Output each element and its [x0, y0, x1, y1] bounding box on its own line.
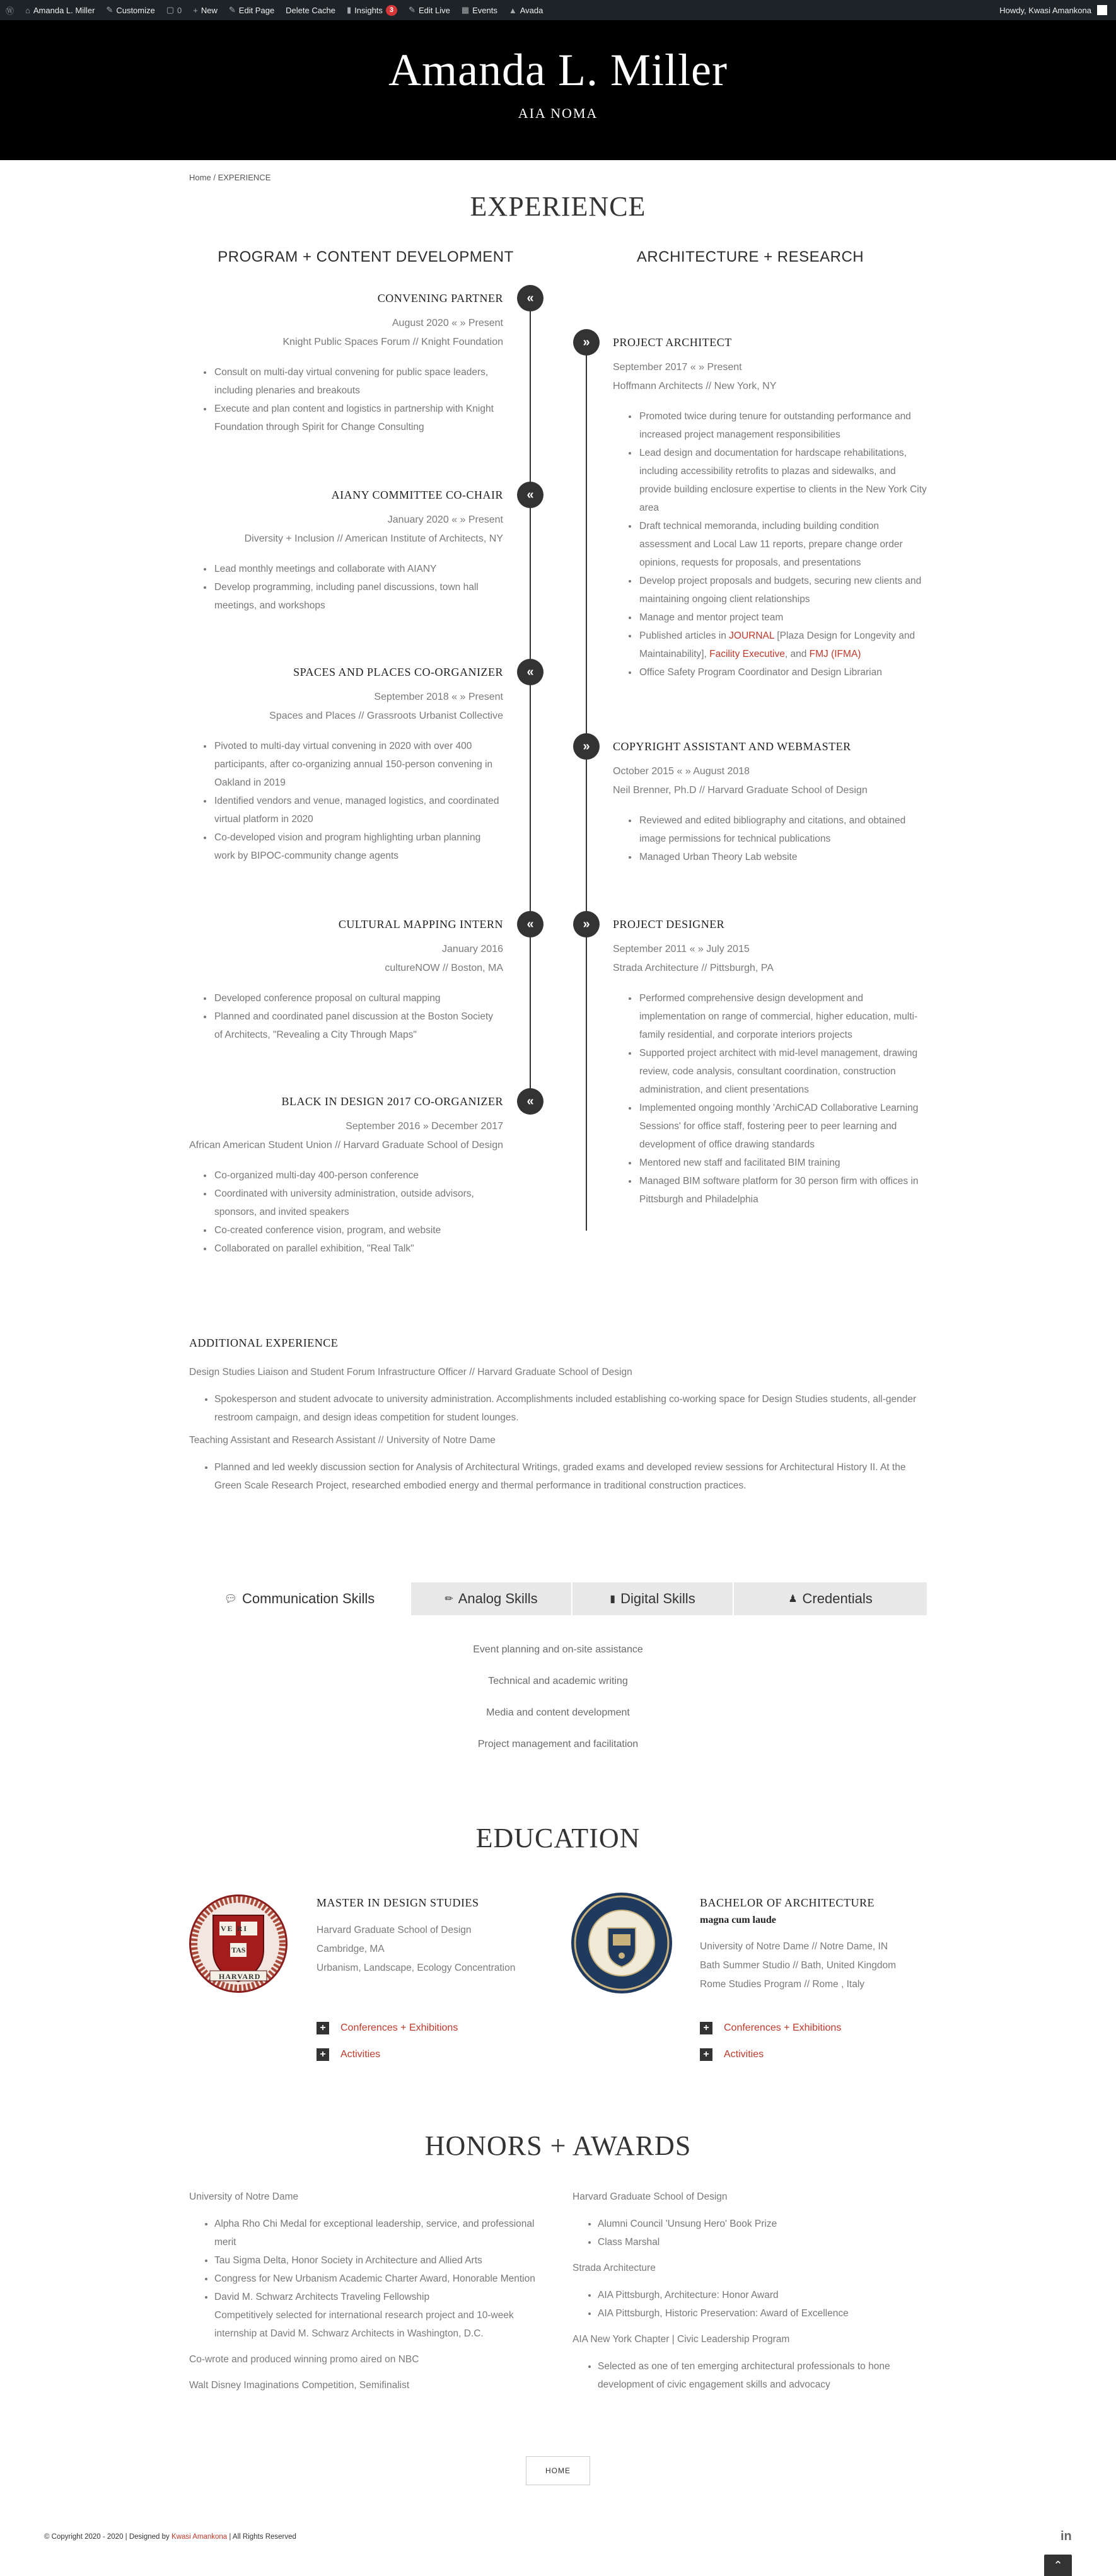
site-title: Amanda L. Miller — [388, 45, 728, 95]
chevrons-left-icon: « — [517, 1088, 543, 1115]
list-item — [638, 627, 928, 663]
notre-dame-crest-icon — [571, 1893, 672, 1993]
experience-entry-aiany-co-chair — [188, 485, 503, 615]
honors-heading: HONORS + AWARDS — [424, 2130, 692, 2161]
entry-bullets — [213, 989, 503, 1044]
edit-live-label: Edit Live — [418, 5, 450, 15]
list-item: • Class Marshal — [598, 2233, 932, 2251]
designer-link[interactable]: Kwasi Amankona — [171, 2533, 228, 2541]
entry-date: January 2020 « » Present — [387, 514, 503, 525]
plus-icon: + — [193, 5, 198, 15]
skill-item: Technical and academic writing — [488, 1676, 628, 1686]
chevrons-left-icon: « — [517, 659, 543, 685]
journal-link[interactable]: JOURNAL — [729, 630, 774, 641]
list-item: • Planned and coordinated panel discussion at the Boston Society of Architects, "Revealing a City Through Maps" — [213, 1007, 503, 1044]
entry-org: Diversity + Inclusion // American Institute of Architects, NY — [244, 533, 503, 544]
plus-icon: + — [317, 2048, 329, 2061]
list-item: • Congress for New Urbanism Academic Charter Award, Honorable Mention — [214, 2270, 549, 2288]
entry-title: PROJECT ARCHITECT — [613, 336, 732, 349]
degree-concentration: Urbanism, Landscape, Ecology Concentration — [317, 1963, 516, 1973]
list-item: • Identified vendors and venue, managed logistics, and coordinated virtual platform in 2020 — [213, 792, 503, 828]
right-timeline-line — [586, 342, 587, 1231]
howdy-label: Howdy, Kwasi Amankona — [999, 5, 1091, 15]
experience-entry-convening-partner — [188, 289, 503, 436]
breadcrumb — [189, 173, 270, 182]
user-icon: ♟︎ — [788, 1594, 798, 1604]
additional-item-bullets — [214, 1458, 927, 1495]
entry-bullets — [638, 407, 928, 682]
scroll-to-top-button[interactable] — [1044, 2555, 1072, 2576]
honors-list — [598, 2286, 932, 2323]
honors-left-column — [189, 2188, 549, 2394]
list-item: • Promoted twice during tenure for outstanding performance and increased project management responsibilities — [638, 407, 928, 444]
entry-title: CULTURAL MAPPING INTERN — [338, 918, 503, 931]
tab-label: Credentials — [802, 1591, 873, 1606]
list-item: • Alpha Rho Chi Medal for exceptional leadership, service, and professional merit — [214, 2215, 549, 2251]
entry-org: cultureNOW // Boston, MA — [385, 963, 503, 973]
honors-list — [214, 2215, 549, 2306]
skill-item: Media and content development — [486, 1707, 630, 1718]
accordion-label: Activities — [724, 2049, 764, 2060]
list-item: • Coordinated with university administration, outside advisors, sponsors, and invited speakers — [213, 1185, 503, 1221]
list-item: • Manage and mentor project team — [638, 608, 928, 627]
architecture-column-heading: ARCHITECTURE + RESEARCH — [636, 248, 864, 265]
pencil-icon: ✎ — [228, 5, 236, 15]
entry-org: Knight Public Spaces Forum // Knight Foundation — [282, 337, 503, 347]
customize-label: Customize — [116, 5, 155, 15]
tab-label: Analog Skills — [458, 1591, 538, 1606]
harvard-conferences-accordion[interactable] — [317, 2022, 458, 2034]
honors-school: Harvard Graduate School of Design — [573, 2191, 728, 2202]
seal-banner: HARVARD — [219, 1972, 261, 1981]
entry-bullets — [638, 811, 928, 866]
edit-live-link[interactable] — [403, 0, 456, 20]
comments-icon: 💬︎ — [224, 1594, 237, 1604]
entry-title: BLACK IN DESIGN 2017 CO-ORGANIZER — [281, 1095, 503, 1108]
tab-label: Digital Skills — [620, 1591, 695, 1606]
skill-item: Project management and facilitation — [477, 1739, 639, 1749]
degree-school: University of Notre Dame // Notre Dame, IN — [700, 1941, 888, 1952]
breadcrumb-separator: / — [213, 173, 216, 182]
experience-entry-project-architect — [613, 333, 928, 682]
degree-honor: magna cum laude — [700, 1915, 776, 1925]
notre-dame-conferences-accordion[interactable] — [700, 2022, 841, 2034]
accordion-label: Conferences + Exhibitions — [340, 2022, 458, 2033]
entry-date: September 2018 « » Present — [374, 692, 503, 702]
plus-icon: + — [317, 2022, 329, 2034]
customize-link[interactable] — [100, 0, 160, 20]
avada-logo-icon: ▲ — [508, 5, 517, 15]
list-item: • Collaborated on parallel exhibition, "Real Talk" — [213, 1239, 503, 1258]
harvard-activities-accordion[interactable] — [317, 2048, 380, 2061]
seal-text-tas: TAS — [231, 1946, 246, 1954]
honors-nbc: Co-wrote and produced winning promo aired on NBC — [189, 2354, 419, 2365]
list-item: • Execute and plan content and logistics in partnership with Knight Foundation through Spirit for Change Consulting — [213, 400, 503, 436]
honors-school: AIA New York Chapter | Civic Leadership Program — [573, 2334, 790, 2345]
list-item: • Managed Urban Theory Lab website — [638, 848, 928, 866]
honors-list — [598, 2215, 932, 2251]
insights-link[interactable] — [341, 0, 403, 20]
harvard-seal — [189, 1894, 288, 1993]
site-name-label: Amanda L. Miller — [33, 5, 95, 15]
harvard-degree — [317, 1896, 556, 1978]
new-link[interactable] — [187, 0, 223, 20]
entry-bullets — [213, 737, 503, 865]
plus-icon: + — [700, 2048, 712, 2061]
honors-disney: Walt Disney Imaginations Competition, Semifinalist — [189, 2380, 410, 2391]
skill-item: Event planning and on-site assistance — [473, 1644, 643, 1655]
entry-title: COPYRIGHT ASSISTANT AND WEBMASTER — [613, 740, 851, 753]
mobile-icon: ▮ — [610, 1594, 616, 1604]
degree-location: Cambridge, MA — [317, 1944, 385, 1954]
list-item: • Supported project architect with mid-level management, drawing review, code analysis, consultant coordination, construction administration, and client presentations — [638, 1044, 928, 1099]
entry-date: January 2016 — [442, 944, 503, 954]
entry-title: PROJECT DESIGNER — [613, 918, 725, 931]
admin-bar — [0, 0, 1116, 20]
entry-date: August 2020 « » Present — [392, 318, 503, 328]
list-item: • David M. Schwarz Architects Traveling Fellowship — [214, 2288, 549, 2306]
hero-header — [0, 20, 1116, 160]
experience-heading: EXPERIENCE — [470, 191, 646, 222]
tab-label: Communication Skills — [242, 1591, 375, 1606]
skills-tabs — [189, 1582, 927, 1615]
user-account-menu[interactable] — [994, 0, 1116, 20]
list-item: • Implemented ongoing monthly 'ArchiCAD Collaborative Learning Sessions' for office staff, fostering peer to peer learning and development of office drawing standards — [638, 1099, 928, 1154]
calendar-icon: ▦ — [461, 5, 470, 15]
notre-dame-seal — [571, 1893, 672, 1993]
entry-org: Neil Brenner, Ph.D // Harvard Graduate School of Design — [613, 785, 868, 796]
entry-date: October 2015 « » August 2018 — [613, 766, 750, 777]
wordpress-logo-icon[interactable]: Ⓦ — [6, 6, 15, 16]
entry-title: AIANY COMMITTEE CO-CHAIR — [331, 489, 503, 501]
accordion-label: Activities — [340, 2049, 381, 2060]
plus-icon: + — [700, 2022, 712, 2034]
list-item: • AIA Pittsburgh, Historic Preservation: Award of Excellence — [598, 2304, 932, 2323]
list-item: • Co-developed vision and program highlighting urban planning work by BIPOC-community change agents — [213, 828, 503, 865]
entry-date: September 2017 « » Present — [613, 362, 742, 373]
site-subtitle: AIA NOMA — [518, 105, 598, 121]
home-icon: ⌂ — [25, 5, 30, 15]
home-button[interactable]: HOME — [526, 2456, 590, 2485]
list-item: • Lead design and documentation for hardscape rehabilitations, including accessibility retrofits to plazas and sidewalks, and provide building enclosure expertise to clients in the New York City area — [638, 444, 928, 517]
entry-bullets — [213, 363, 503, 436]
additional-item-bullets — [214, 1390, 927, 1427]
additional-experience-heading: ADDITIONAL EXPERIENCE — [189, 1337, 339, 1349]
list-item: • Selected as one of ten emerging architectural professionals to hone development of civic engagement skills and advocacy — [598, 2357, 932, 2394]
experience-entry-cultural-mapping — [188, 915, 503, 1044]
bar-chart-icon: ▮ — [346, 5, 352, 15]
chevrons-right-icon: » — [573, 733, 600, 760]
additional-item-title: Teaching Assistant and Research Assistant // University of Notre Dame — [189, 1435, 496, 1446]
list-item: • Lead monthly meetings and collaborate with AIANY — [213, 560, 503, 578]
entry-date: September 2011 « » July 2015 — [613, 944, 750, 954]
comments-link[interactable] — [161, 0, 188, 20]
insights-badge: 3 — [386, 5, 397, 16]
delete-cache-label: Delete Cache — [286, 5, 335, 15]
insights-label: Insights — [354, 5, 383, 15]
entry-bullets — [638, 989, 928, 1209]
fellowship-note: Competitively selected for international research project and 10-week internship at David M. Schwarz Architects in Washington, D.C. — [214, 2310, 514, 2339]
seal-text-veri: VE RI — [221, 1924, 248, 1933]
chevron-up-icon: ⌃ — [1053, 2558, 1063, 2572]
chevrons-left-icon: « — [517, 285, 543, 311]
list-item: • AIA Pittsburgh, Architecture: Honor Award — [598, 2286, 932, 2304]
chevrons-left-icon: « — [517, 482, 543, 508]
experience-entry-project-designer — [613, 915, 928, 1209]
comments-count: 0 — [177, 5, 182, 15]
list-item: • Consult on multi-day virtual convening for public space leaders, including plenaries and breakouts — [213, 363, 503, 400]
list-item: • Develop project proposals and budgets, securing new clients and maintaining ongoing client relationships — [638, 572, 928, 608]
experience-entry-black-in-design — [188, 1092, 503, 1258]
experience-entry-spaces-and-places — [188, 663, 503, 865]
notre-dame-degree — [700, 1896, 939, 1994]
chevrons-left-icon: « — [517, 911, 543, 937]
degree-school: Harvard Graduate School of Design — [317, 1925, 472, 1935]
publication-text: Published articles in — [639, 630, 729, 641]
pencil-icon: ✏︎ — [445, 1594, 453, 1604]
entry-org: African American Student Union // Harvard Graduate School of Design — [189, 1140, 503, 1151]
honors-right-column — [573, 2188, 932, 2394]
breadcrumb-current: EXPERIENCE — [218, 173, 271, 182]
notre-dame-activities-accordion[interactable] — [700, 2048, 764, 2061]
list-item: • Draft technical memoranda, including building condition assessment and Local Law 11 reports, prepare change order opinions, requests for proposals, and presentations — [638, 517, 928, 572]
brush-icon: ✎ — [106, 5, 113, 15]
left-timeline-line — [530, 299, 531, 1112]
site-name-link[interactable] — [20, 0, 100, 20]
list-item: • Alumni Council 'Unsung Hero' Book Prize — [598, 2215, 932, 2233]
linkedin-icon[interactable]: in — [1061, 2529, 1072, 2543]
delete-cache-link[interactable] — [280, 0, 341, 20]
list-item: • Co-created conference vision, program, and website — [213, 1221, 503, 1239]
list-item: • Office Safety Program Coordinator and Design Librarian — [638, 663, 928, 682]
entry-org: Strada Architecture // Pittsburgh, PA — [613, 963, 774, 973]
degree-studio: Bath Summer Studio // Bath, United Kingdom — [700, 1960, 897, 1971]
chevrons-right-icon: » — [573, 911, 600, 937]
publication-text: , and — [784, 649, 810, 659]
edit-page-label: Edit Page — [238, 5, 275, 15]
copyright-text: | All Rights Reserved — [227, 2533, 296, 2541]
events-link[interactable] — [456, 0, 503, 20]
entry-title: CONVENING PARTNER — [377, 292, 503, 305]
list-item: • Planned and led weekly discussion section for Analysis of Architectural Writings, graded exams and developed review sessions for Architectural History II. At the Green Scale Research Project, researched embodied energy and thermal performance in traditional construction practices. — [214, 1458, 927, 1495]
comment-icon: ▢ — [166, 5, 175, 15]
list-item: • Developed conference proposal on cultural mapping — [213, 989, 503, 1007]
list-item: • Performed comprehensive design development and implementation on range of commercial, higher education, multi-family residential, and corporate interiors projects — [638, 989, 928, 1044]
entry-org: Hoffmann Architects // New York, NY — [613, 381, 777, 392]
tab-analog-skills[interactable] — [411, 1582, 573, 1615]
list-item: • Co-organized multi-day 400-person conference — [213, 1166, 503, 1185]
facility-executive-link[interactable]: Facility Executive — [709, 649, 785, 659]
entry-bullets — [213, 1166, 503, 1258]
entry-org: Spaces and Places // Grassroots Urbanist Collective — [269, 711, 503, 721]
entry-date: September 2016 » December 2017 — [346, 1121, 503, 1132]
list-item: • Spokesperson and student advocate to university administration. Accomplishments included establishing co-working space for Design Studies students, all-gender restroom campaign, and design ideas competition for student lounges. — [214, 1390, 927, 1427]
degree-title: BACHELOR OF ARCHITECTURE — [700, 1896, 875, 1909]
edit-page-link[interactable] — [223, 0, 280, 20]
events-label: Events — [472, 5, 497, 15]
honors-list — [598, 2357, 932, 2394]
accordion-label: Conferences + Exhibitions — [724, 2022, 842, 2033]
list-item: • Develop programming, including panel discussions, town hall meetings, and workshops — [213, 578, 503, 615]
honors-school: Strada Architecture — [573, 2263, 656, 2273]
entry-title: SPACES AND PLACES CO-ORGANIZER — [293, 666, 503, 678]
honors-school: University of Notre Dame — [189, 2191, 299, 2202]
list-item: • Pivoted to multi-day virtual convening in 2020 with over 400 participants, after co-organizing annual 150-person convening in Oakland in 2019 — [213, 737, 503, 792]
additional-experience-section — [189, 1337, 927, 1495]
tab-digital-skills[interactable] — [573, 1582, 734, 1615]
edit-live-icon: ✎ — [409, 5, 416, 15]
program-column-heading: PROGRAM + CONTENT DEVELOPMENT — [218, 248, 514, 265]
new-label: New — [201, 5, 218, 15]
tab-credentials[interactable] — [734, 1582, 927, 1615]
avada-link[interactable] — [503, 0, 549, 20]
footer-copyright — [44, 2533, 296, 2541]
list-item: • Tau Sigma Delta, Honor Society in Architecture and Allied Arts — [214, 2251, 549, 2270]
breadcrumb-home-link[interactable]: Home — [189, 173, 211, 182]
list-item: • Mentored new staff and facilitated BIM training — [638, 1154, 928, 1172]
list-item: • Reviewed and edited bibliography and citations, and obtained image permissions for technical publications — [638, 811, 928, 848]
copyright-text: © Copyright 2020 - 2020 | Designed by — [44, 2533, 171, 2541]
avada-label: Avada — [520, 5, 543, 15]
experience-entry-copyright-assistant — [613, 737, 928, 866]
publication-text: [Plaza Design for Longevity and Maintainability], — [639, 630, 915, 659]
education-heading: EDUCATION — [475, 1823, 641, 1854]
degree-title: MASTER IN DESIGN STUDIES — [317, 1896, 479, 1909]
degree-rome: Rome Studies Program // Rome , Italy — [700, 1979, 865, 1990]
chevrons-right-icon: » — [573, 329, 600, 356]
list-item: • Managed BIM software platform for 30 person firm with offices in Pittsburgh and Philadelphia — [638, 1172, 928, 1209]
additional-item-title: Design Studies Liaison and Student Forum Infrastructure Officer // Harvard Graduate School of Design — [189, 1367, 632, 1378]
entry-bullets — [213, 560, 503, 615]
tab-communication-skills[interactable] — [189, 1582, 411, 1615]
avatar — [1097, 5, 1107, 15]
fmj-link[interactable]: FMJ (IFMA) — [809, 649, 861, 659]
